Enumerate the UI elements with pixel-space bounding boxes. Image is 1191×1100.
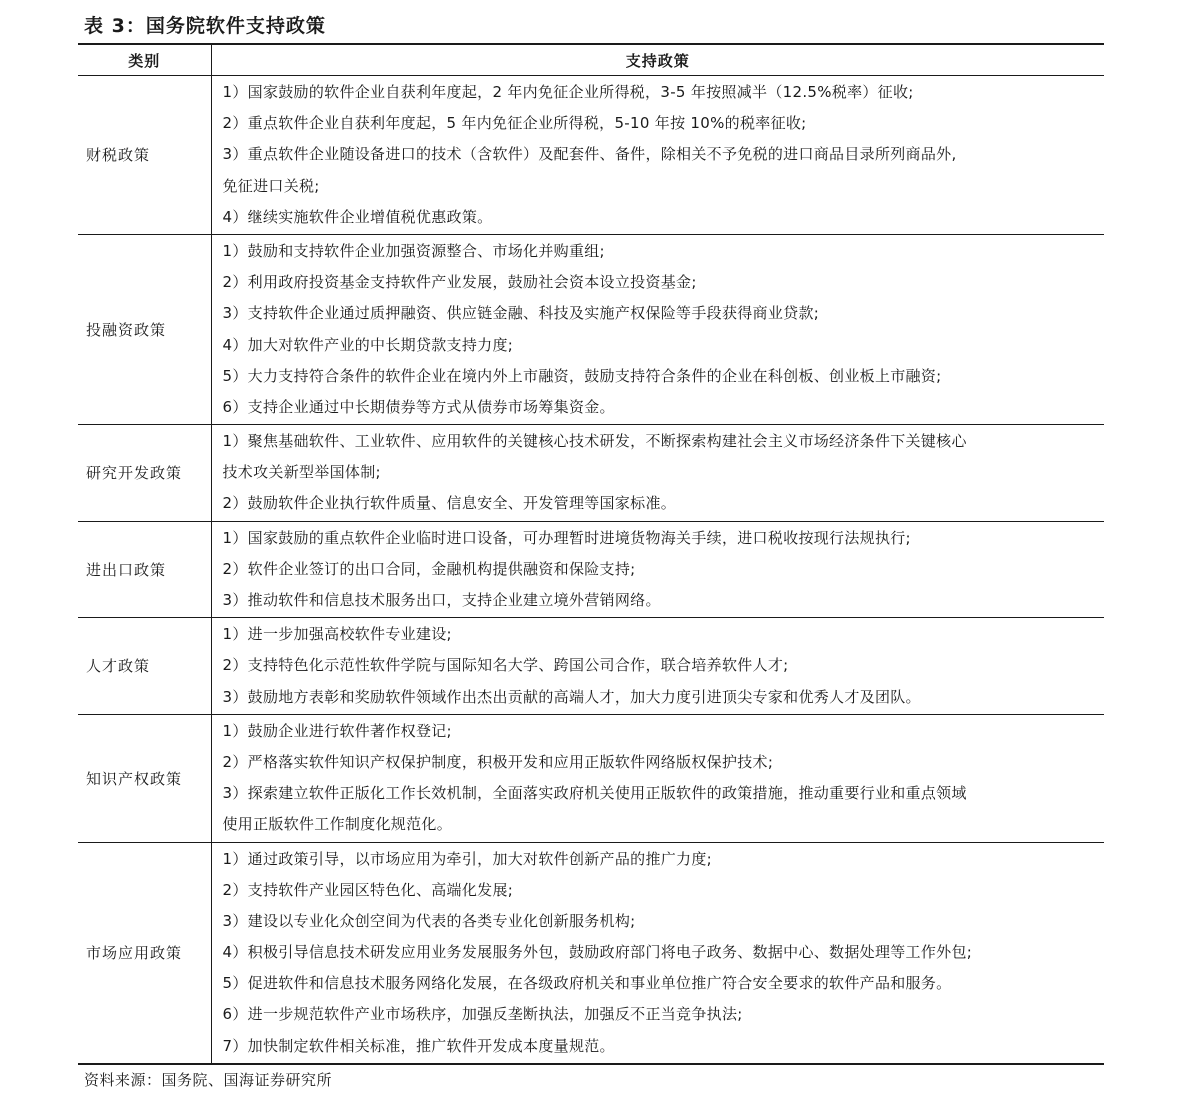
policy-line: 3）重点软件企业随设备进口的技术（含软件）及配套件、备件，除相关不予免税的进口商品目录所列商品外, <box>222 145 957 164</box>
policy-cell <box>211 76 1104 235</box>
policy-line: 技术攻关新型举国体制; <box>222 463 381 482</box>
policy-line: 3）支持软件企业通过质押融资、供应链金融、科技及实施产权保险等手段获得商业贷款; <box>222 304 820 323</box>
document-page <box>78 10 1104 1095</box>
policy-line: 5）促进软件和信息技术服务网络化发展，在各级政府机关和事业单位推广符合安全要求的软件产品和服务。 <box>222 974 952 993</box>
category-cell: 投融资政策 <box>78 234 211 424</box>
policy-line: 1）聚焦基础软件、工业软件、应用软件的关键核心技术研发，不断探索构建社会主义市场经济条件下关键核心 <box>222 432 967 451</box>
policy-line: 1）鼓励和支持软件企业加强资源整合、市场化并购重组; <box>222 241 605 260</box>
policy-line: 1）进一步加强高校软件专业建设; <box>222 625 452 644</box>
policy-line: 4）继续实施软件企业增值税优惠政策。 <box>222 207 493 226</box>
policy-line: 使用正版软件工作制度化规范化。 <box>222 815 453 834</box>
policy-line: 4）积极引导信息技术研发应用业务发展服务外包，鼓励政府部门将电子政务、数据中心、数据处理等工作外包; <box>222 943 973 962</box>
table-body <box>78 76 1104 1064</box>
table-row <box>78 76 1104 235</box>
policy-cell <box>211 521 1104 618</box>
category-cell: 知识产权政策 <box>78 714 211 842</box>
policy-line: 2）软件企业签订的出口合同，金融机构提供融资和保险支持; <box>222 559 636 578</box>
category-cell: 市场应用政策 <box>78 842 211 1064</box>
column-header-policy: 支持政策 <box>211 44 1104 76</box>
policy-line: 3）建设以专业化众创空间为代表的各类专业化创新服务机构; <box>222 911 636 930</box>
table-header-row <box>78 44 1104 76</box>
category-cell: 进出口政策 <box>78 521 211 618</box>
policy-line: 6）进一步规范软件产业市场秩序，加强反垄断执法，加强反不正当竞争执法; <box>222 1005 743 1024</box>
table-row <box>78 618 1104 715</box>
policy-line: 3）鼓励地方表彰和奖励软件领域作出杰出贡献的高端人才，加大力度引进顶尖专家和优秀人才及团队。 <box>222 687 921 706</box>
policy-cell <box>211 618 1104 715</box>
policy-line: 5）大力支持符合条件的软件企业在境内外上市融资，鼓励支持符合条件的企业在科创板、创业板上市融资; <box>222 366 942 385</box>
policy-line: 免征进口关税; <box>222 176 320 195</box>
policy-line: 2）支持特色化示范性软件学院与国际知名大学、跨国公司合作，联合培养软件人才; <box>222 656 789 675</box>
policy-line: 2）支持软件产业园区特色化、高端化发展; <box>222 880 514 899</box>
table-row <box>78 714 1104 842</box>
table-row <box>78 234 1104 424</box>
policy-line: 1）通过政策引导，以市场应用为牵引，加大对软件创新产品的推广力度; <box>222 849 713 868</box>
column-header-category: 类别 <box>78 44 211 76</box>
policy-line: 1）国家鼓励的重点软件企业临时进口设备，可办理暂时进境货物海关手续，进口税收按现行法规执行; <box>222 528 911 547</box>
policy-line: 2）严格落实软件知识产权保护制度，积极开发和应用正版软件网络版权保护技术; <box>222 752 774 771</box>
policy-cell <box>211 714 1104 842</box>
category-cell: 财税政策 <box>78 76 211 235</box>
table-row <box>78 842 1104 1064</box>
policy-line: 1）鼓励企业进行软件著作权登记; <box>222 721 452 740</box>
source-note: 资料来源：国务院、国海证券研究所 <box>84 1070 333 1089</box>
policy-line: 2）利用政府投资基金支持软件产业发展，鼓励社会资本设立投资基金; <box>222 273 697 292</box>
policy-cell <box>211 234 1104 424</box>
policy-line: 6）支持企业通过中长期债券等方式从债券市场筹集资金。 <box>222 397 615 416</box>
policy-table <box>78 43 1104 1065</box>
policy-cell <box>211 425 1104 522</box>
category-cell: 人才政策 <box>78 618 211 715</box>
policy-line: 2）重点软件企业自获利年度起，5 年内免征企业所得税，5-10 年按 10%的税率征收; <box>222 114 807 133</box>
category-cell: 研究开发政策 <box>78 425 211 522</box>
table-row <box>78 425 1104 522</box>
policy-cell <box>211 842 1104 1064</box>
policy-line: 3）推动软件和信息技术服务出口，支持企业建立境外营销网络。 <box>222 591 661 609</box>
policy-line: 4）加大对软件产业的中长期贷款支持力度; <box>222 335 514 354</box>
policy-line: 7）加快制定软件相关标准，推广软件开发成本度量规范。 <box>222 1036 615 1055</box>
policy-line: 2）鼓励软件企业执行软件质量、信息安全、开发管理等国家标准。 <box>222 494 677 513</box>
policy-line: 1）国家鼓励的软件企业自获利年度起，2 年内免征企业所得税，3-5 年按照减半（12.5%税率）征收; <box>222 83 914 101</box>
policy-line: 3）探索建立软件正版化工作长效机制，全面落实政府机关使用正版软件的政策措施，推动重要行业和重点领域 <box>222 784 967 803</box>
table-row <box>78 521 1104 618</box>
table-title: 表 3：国务院软件支持政策 <box>84 15 326 37</box>
